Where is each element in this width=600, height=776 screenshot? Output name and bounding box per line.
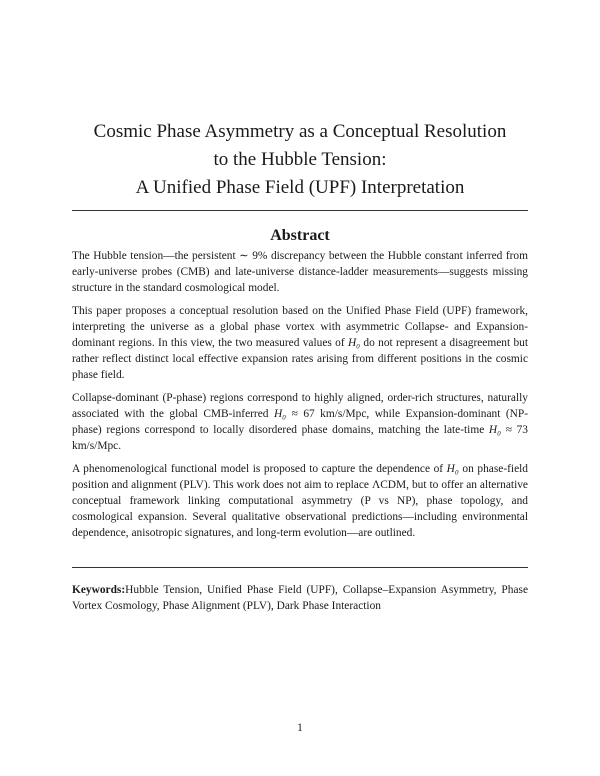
paragraph-text: ≈ 67 km/s/Mpc, while Expansion-dominant (NP-phase) regions correspond to locally disordered phase domains, matching the late-time [72, 408, 528, 436]
title-line-1: Cosmic Phase Asymmetry as a Conceptual Resolution [93, 121, 507, 142]
abstract-paragraph-2 [72, 303, 528, 383]
abstract-heading: Abstract [270, 227, 330, 244]
paper-title [40, 118, 560, 202]
paragraph-text: This paper proposes a conceptual resolution based on the Unified Phase Field (UPF) framework, interpreting the universe as a global phase vortex with asymmetric Collapse- and Expansion-dominant regions. In this view, the two measured values of [72, 305, 528, 349]
paragraph-text: ≈ 73 km/s/Mpc. [72, 424, 528, 452]
keywords-text: Hubble Tension, Unified Phase Field (UPF), Collapse–Expansion Asymmetry, Phase Vortex Cosmology, Phase Alignment (PLV), Dark Phase Interaction [72, 584, 528, 612]
paragraph-text: A phenomenological functional model is proposed to capture the dependence of [72, 463, 447, 475]
bottom-divider [72, 567, 528, 568]
abstract-paragraph-4 [72, 461, 528, 541]
abstract-paragraph-3 [72, 390, 528, 454]
paragraph-text: do not represent a disagreement but rather reflect distinct local effective expansion rates arising from different positions in the cosmic phase field. [72, 337, 529, 381]
h0-symbol: H₀ [446, 463, 459, 475]
keywords-section [72, 582, 528, 614]
h0-symbol: H₀ [488, 424, 502, 436]
h0-symbol: H₀ [273, 408, 287, 420]
abstract-body [72, 248, 528, 548]
keywords-label: Keywords: [72, 584, 126, 596]
top-divider [72, 210, 528, 211]
title-line-3: A Unified Phase Field (UPF) Interpretation [135, 177, 465, 198]
paragraph-text: on phase-field position and alignment (PLV). This work does not aim to replace ΛCDM, but to offer an alternative conceptual framework linking computational asymmetry (P vs NP), phase topology, and cosmological expansion. Several qualitative observational predictions—including environmental dependence, anisotropic signatures, and long-term evolution—are outlined. [72, 463, 528, 539]
paragraph-text: Collapse-dominant (P-phase) regions correspond to highly aligned, order-rich structures, naturally associated with the global CMB-inferred [72, 392, 528, 420]
title-line-2: to the Hubble Tension: [213, 149, 387, 170]
page-number: 1 [297, 722, 303, 734]
h0-symbol: H₀ [347, 337, 361, 349]
abstract-paragraph-1: The Hubble tension—the persistent ∼ 9% discrepancy between the Hubble constant inferred from early-universe probes (CMB) and late-universe distance-ladder measurements—suggests missing structure in the standard cosmological model. [72, 250, 528, 294]
